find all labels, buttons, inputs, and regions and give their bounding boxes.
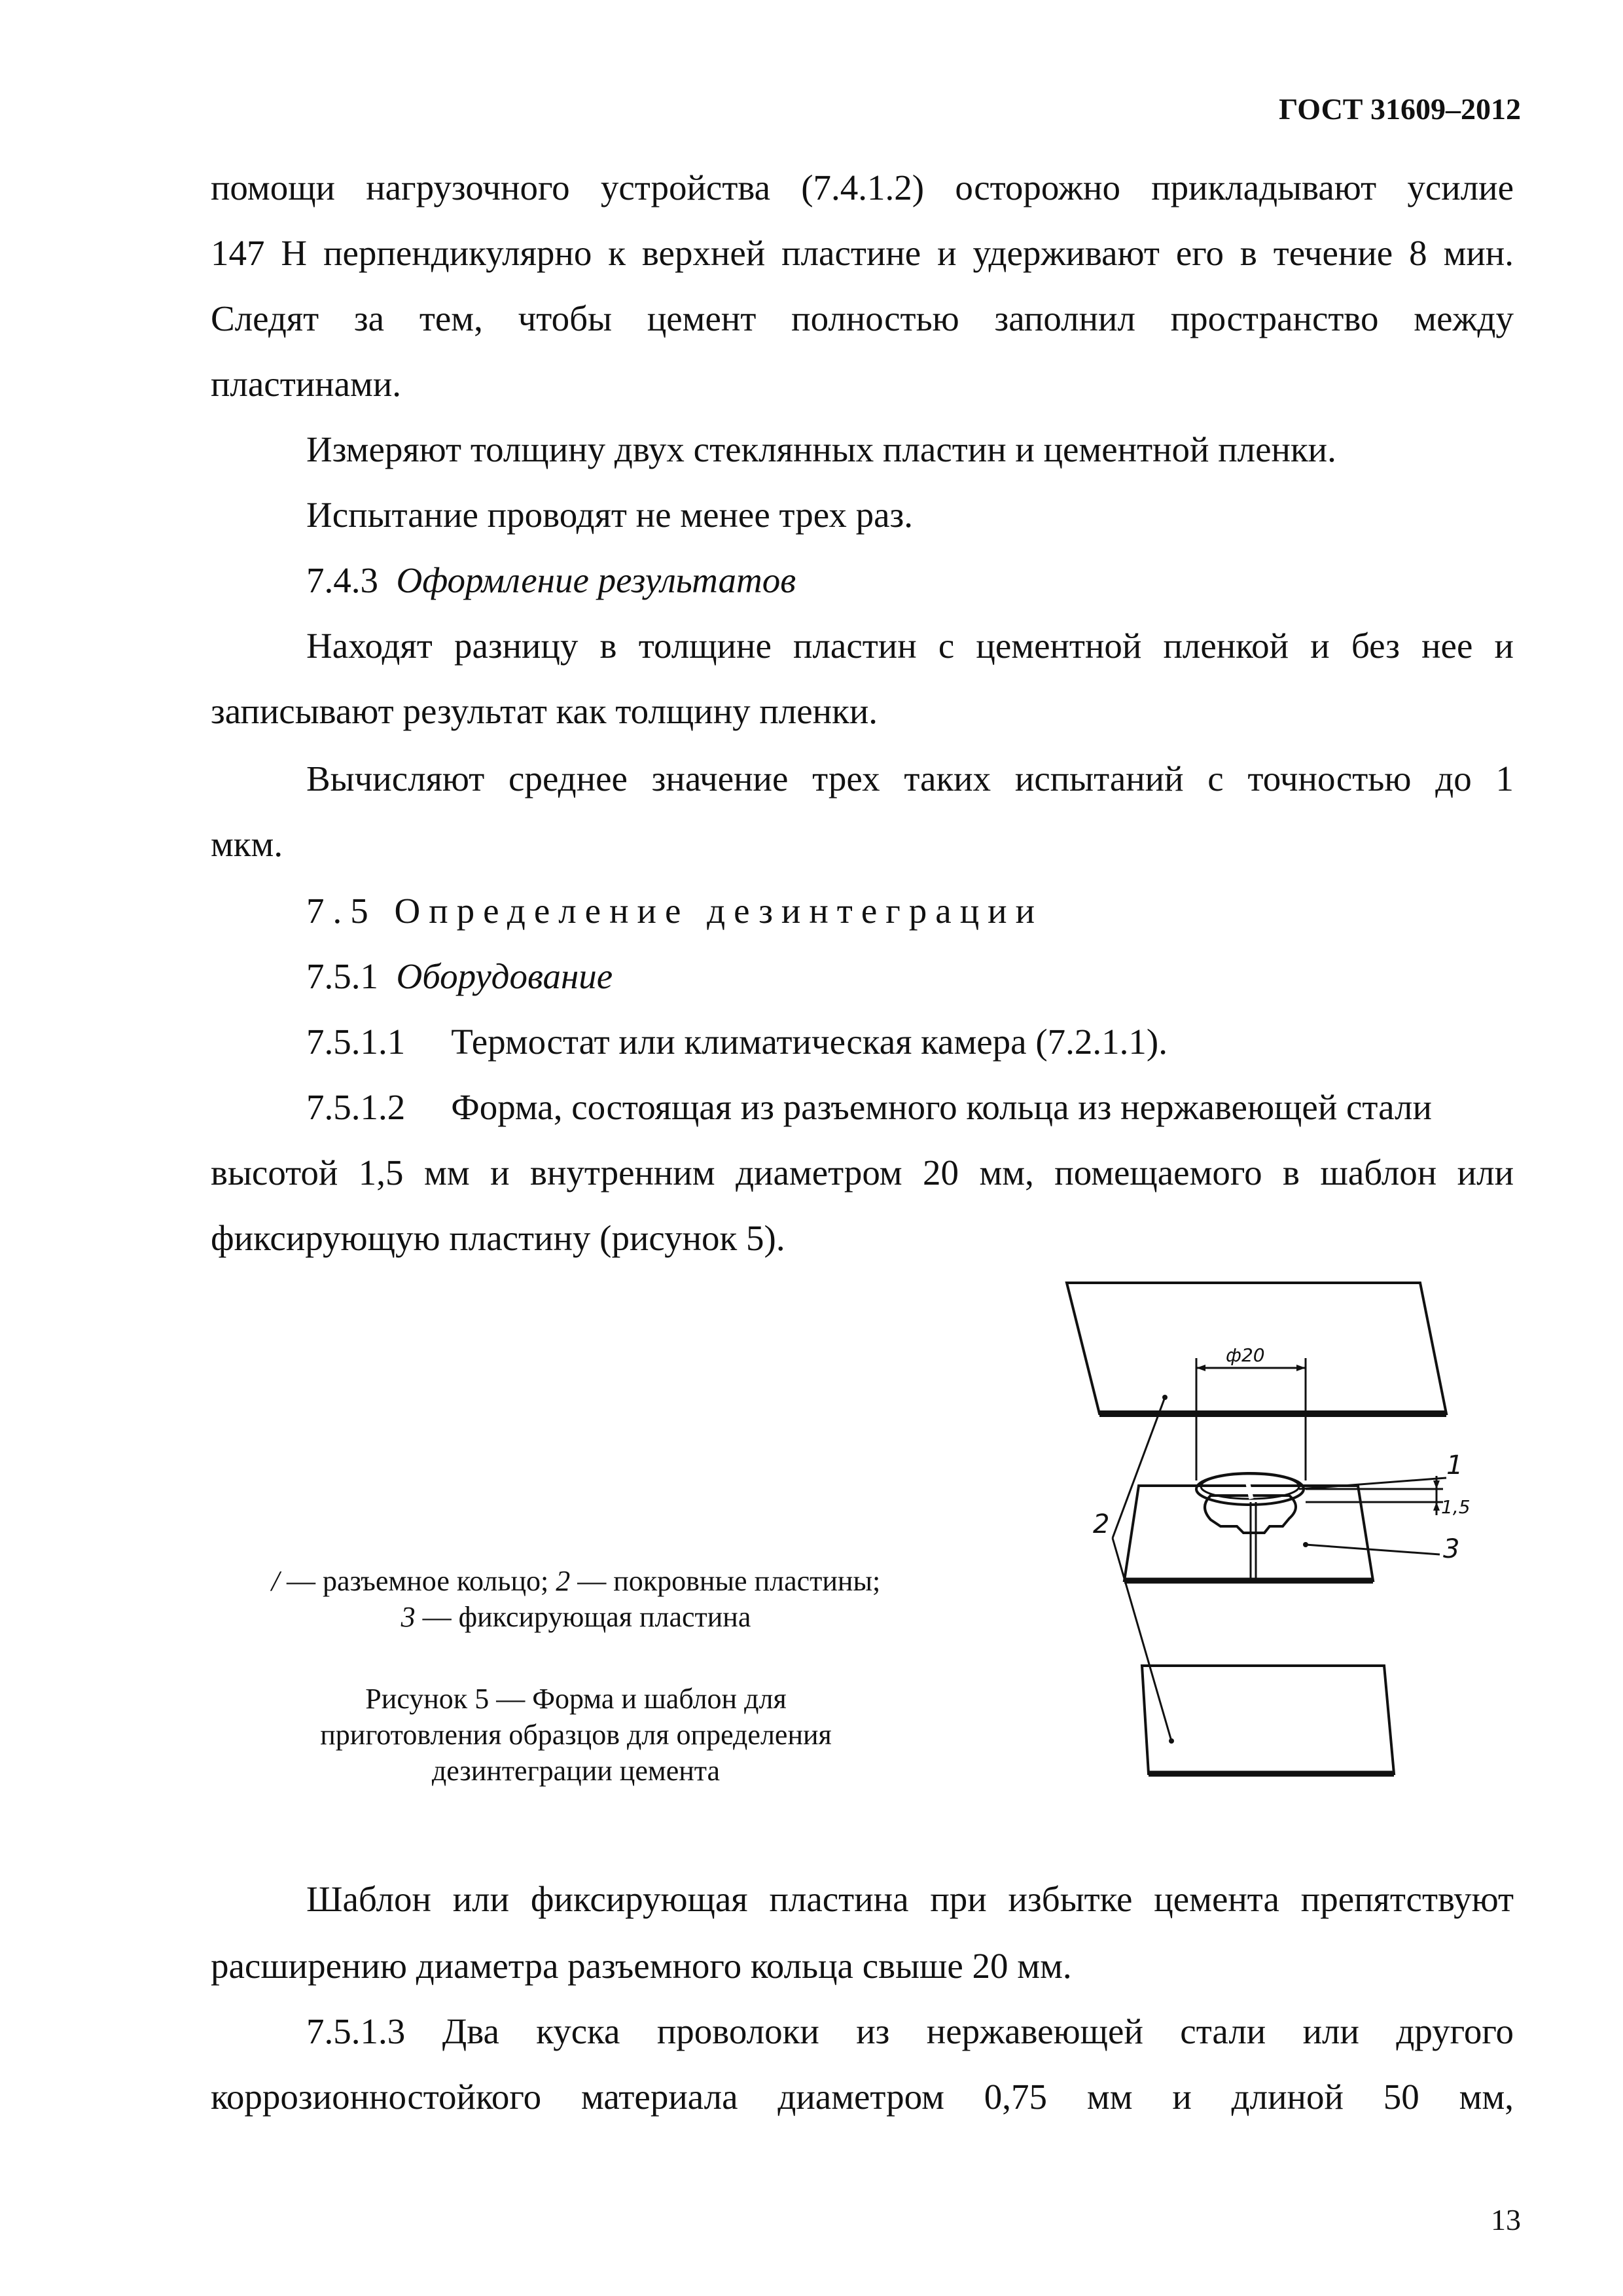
bottom-cover-plate bbox=[1142, 1666, 1394, 1774]
body-line: мкм. bbox=[211, 824, 283, 864]
diameter-dimension-label: ф20 bbox=[1226, 1344, 1265, 1366]
section-7-4-3-heading bbox=[306, 560, 1514, 601]
figure-caption-line: дезинтеграции цемента bbox=[431, 1755, 721, 1787]
item-number: 7.5.1.1 bbox=[306, 1022, 406, 1062]
figure-legend-line-2: 3 — фиксирующая пластина bbox=[401, 1601, 751, 1633]
body-line: Измеряют толщину двух стеклянных пластин и цементной пленки. bbox=[306, 429, 1336, 469]
body-line: расширению диаметра разъемного кольца свыше 20 мм. bbox=[211, 1946, 1072, 1986]
body-line: Находят разницу в толщине пластин с цементной пленкой и без нее и bbox=[306, 626, 1514, 666]
item-text: Два куска проволоки из нержавеющей стали или другого bbox=[442, 2011, 1514, 2051]
figure-5-drawing bbox=[1008, 1270, 1471, 1806]
section-number: 7.5 bbox=[306, 891, 377, 931]
document-id-header: ГОСТ 31609–2012 bbox=[1279, 92, 1521, 126]
item-7-5-1-2 bbox=[306, 1086, 1514, 1128]
item-text: Термостат или климатическая камера (7.2.1.1). bbox=[451, 1022, 1168, 1062]
body-line: записывают результат как толщину пленки. bbox=[211, 691, 878, 731]
figure-caption-line: приготовления образцов для определения bbox=[320, 1719, 832, 1751]
item-text: Форма, состоящая из разъемного кольца из нержавеющей стали bbox=[451, 1087, 1432, 1127]
item-number: 7.5.1.2 bbox=[306, 1087, 406, 1127]
figure-caption-line: Рисунок 5 — Форма и шаблон для bbox=[365, 1683, 787, 1715]
callout-3-label: 3 bbox=[1443, 1534, 1460, 1564]
callout-1-label: 1 bbox=[1446, 1450, 1463, 1480]
height-dimension-label: 1,5 bbox=[1441, 1496, 1471, 1518]
page-number: 13 bbox=[1491, 2203, 1521, 2236]
section-title: Оформление результатов bbox=[396, 560, 796, 600]
section-number: 7.4.3 bbox=[306, 560, 378, 600]
section-7-5-heading bbox=[306, 890, 1514, 931]
callout-2-label: 2 bbox=[1093, 1509, 1110, 1539]
body-line: высотой 1,5 мм и внутренним диаметром 20 мм, помещаемого в шаблон или bbox=[211, 1153, 1514, 1193]
body-line: фиксирующую пластину (рисунок 5). bbox=[211, 1218, 785, 1258]
item-7-5-1-1 bbox=[306, 1021, 1514, 1062]
section-number: 7.5.1 bbox=[306, 956, 378, 996]
figure-legend-line-1: / — разъемное кольцо; 2 — покровные пластины; bbox=[271, 1565, 881, 1597]
body-line: помощи нагрузочного устройства (7.4.1.2) осторожно прикладывают усилие bbox=[211, 168, 1514, 207]
body-line: Вычисляют среднее значение трех таких испытаний с точностью до 1 bbox=[306, 759, 1514, 798]
item-number: 7.5.1.3 bbox=[306, 2011, 406, 2051]
section-title: Определение дезинтеграции bbox=[394, 891, 1043, 931]
section-7-5-1-heading bbox=[306, 956, 1514, 997]
item-7-5-1-3 bbox=[306, 2011, 1514, 2052]
body-line: Шаблон или фиксирующая пластина при избытке цемента препятствуют bbox=[306, 1879, 1514, 1919]
body-line: 147 Н перпендикулярно к верхней пластине и удерживают его в течение 8 мин. bbox=[211, 233, 1514, 273]
body-line: пластинами. bbox=[211, 364, 402, 404]
section-title: Оборудование bbox=[396, 956, 613, 996]
body-line: коррозионностойкого материала диаметром 0,75 мм и длиной 50 мм, bbox=[211, 2077, 1514, 2117]
body-line: Следят за тем, чтобы цемент полностью заполнил пространство между bbox=[211, 298, 1514, 338]
body-line: Испытание проводят не менее трех раз. bbox=[306, 495, 914, 535]
